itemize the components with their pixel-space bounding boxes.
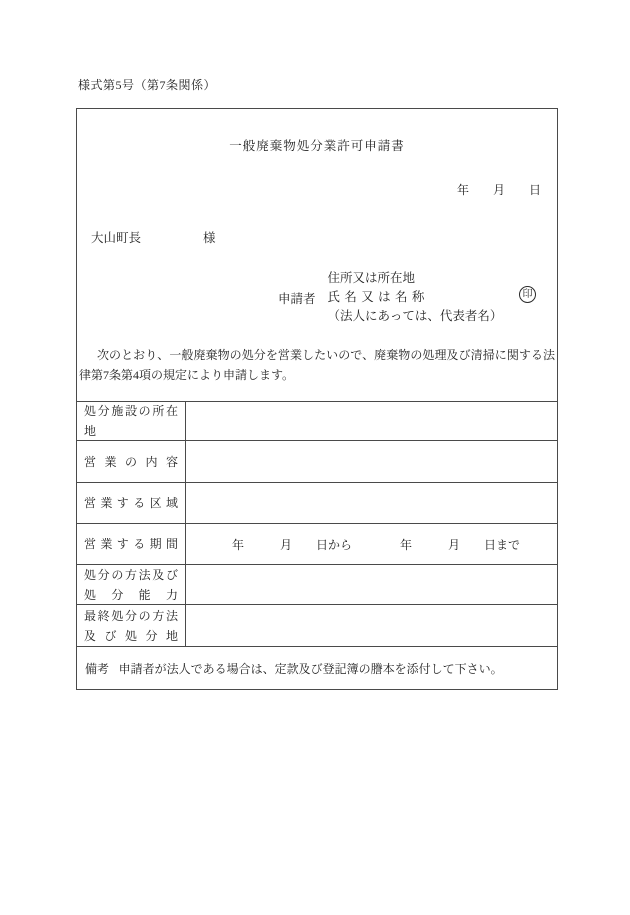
remarks-label: 備考 [85,661,110,676]
row-value-cell [186,402,557,440]
form-border-box [76,108,558,690]
applicant-lines [328,269,503,326]
row-label [77,605,186,646]
row-label-text: 営業する区域 [84,496,178,510]
addressee-line [91,228,216,246]
table-row-business-area [77,482,557,523]
row-label [77,402,186,440]
addressee-name: 大山町長 [91,231,142,245]
applicant-corp-note: （法人にあっては、代表者名） [327,309,503,323]
remarks-text: 申請者が法人である場合は、定款及び登記簿の謄本を添付して下さい。 [118,661,503,676]
row-label-text: 処分施設の所在地 [84,404,178,438]
row-value-cell [186,605,557,646]
row-label [77,565,186,604]
row-label-text: 最終処分の方法 [84,608,178,623]
row-value-cell [186,441,557,482]
applicant-name-line: 氏名又は名称 [327,290,429,304]
applicant-block [278,269,502,326]
row-label-text: 処分能力 [84,587,178,602]
table-row-final-disposal [77,604,557,646]
form-title: 一般廃棄物処分業許可申請書 [229,139,405,153]
row-label [77,441,186,482]
row-value-cell: 年 月 日から 年 月 日まで [232,537,521,552]
applicant-address-line: 住所又は所在地 [327,271,416,285]
form-number: 様式第5号（第7条関係） [78,78,217,92]
row-label [77,483,186,523]
seal-mark-icon: 印 [519,286,536,303]
row-label [77,524,186,564]
table-row-business-content [77,440,557,482]
row-value-cell [186,565,557,604]
date-line: 年 月 日 [456,183,541,197]
row-label-text: 営業の内容 [84,454,178,469]
application-table [77,401,557,689]
addressee-honorific: 様 [203,231,216,245]
applicant-label: 申請者 [278,291,316,306]
row-label-text: 及び処分地 [84,628,178,643]
table-row-disposal-method [77,564,557,604]
table-row-remarks [77,646,557,689]
row-value-cell [186,483,557,523]
body-paragraph: 次のとおり、一般廃棄物の処分を営業したいので、廃棄物の処理及び清掃に関する法律第7条第4項の規定により申請します。 [79,348,555,382]
table-row-business-period [77,523,557,564]
row-label-text: 営業する期間 [84,537,178,551]
table-row-facility-location [77,401,557,440]
row-label-text: 処分の方法及び [84,567,178,582]
